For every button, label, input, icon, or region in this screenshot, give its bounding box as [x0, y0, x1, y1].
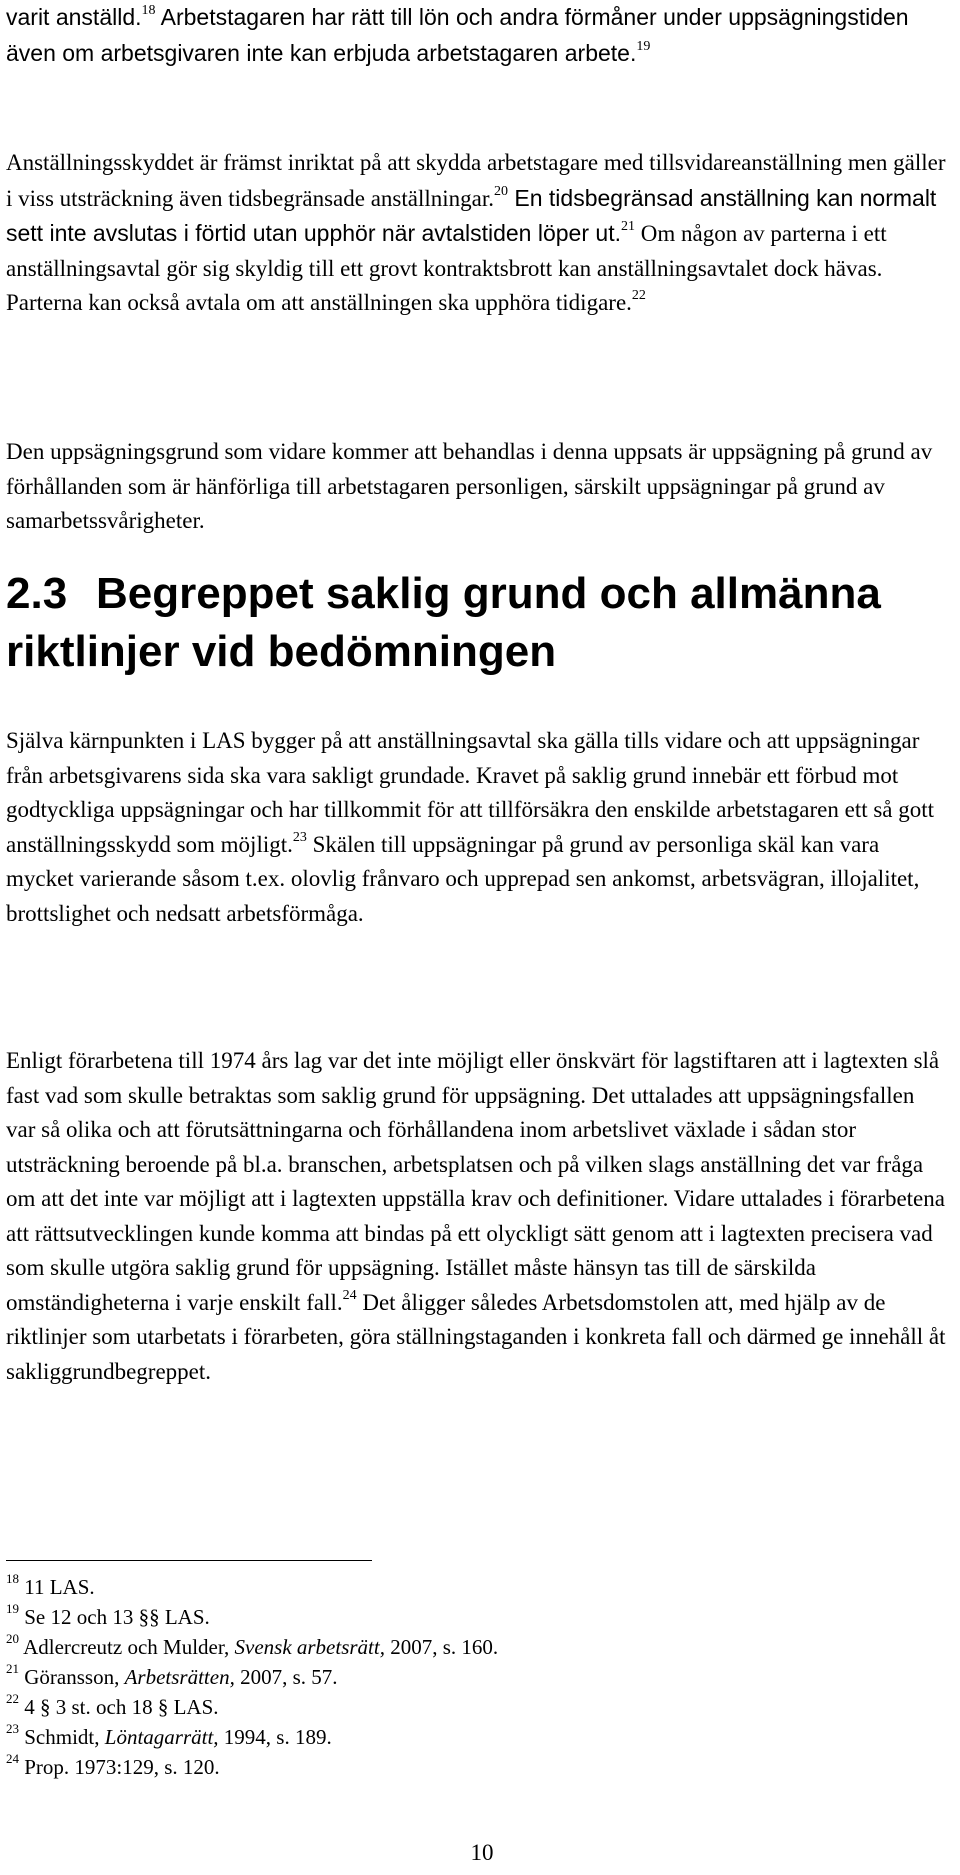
footnote-book-title: Arbetsrätten, — [124, 1665, 235, 1689]
paragraph-text: Arbetstagaren har rätt till lön och andra förmåner under uppsägningstiden även om arbetsgivaren inte kan erbjuda arbetstagaren arbete. — [6, 4, 909, 66]
paragraph-text: varit anställd. — [6, 4, 142, 30]
paragraph-dismissal-grounds: Den uppsägningsgrund som vidare kommer att behandlas i denna uppsats är uppsägning på grund av förhållanden som är hänförliga till arbetstagaren personligen, särskilt uppsägningar på grund av samarbetssvårigheter. — [6, 439, 933, 533]
footnote-book-title: Svensk arbetsrätt, — [234, 1635, 385, 1659]
footnote-number: 23 — [6, 1721, 19, 1736]
footnote-text: 2007, s. 57. — [234, 1665, 338, 1689]
footnotes — [6, 1572, 706, 1782]
footnote-ref-20[interactable]: 20 — [494, 183, 508, 199]
paragraph-text: Själva kärnpunkten i LAS bygger på att anställningsavtal ska gälla tills vidare och att uppsägningar från arbetsgivarens sida ska vara sakligt grundade. Kravet på saklig grund innebär ett förbud mot godtyckliga uppsägningar och har tillkommit för att tillförsäkra den enskilde arbetstagaren ett så gott anställningsskydd som möjligt. — [6, 728, 935, 857]
footnote-number: 20 — [6, 1631, 19, 1646]
paragraph-preparatory-works — [6, 1044, 946, 1389]
footnote-ref-19[interactable]: 19 — [636, 38, 651, 54]
paragraph-text: En tidsbegränsad anställning kan normalt sett inte avslutas i förtid utan upphör när avtalstiden löper ut. — [6, 184, 937, 246]
paragraph-employment-protection — [6, 146, 946, 321]
footnote-20 — [6, 1632, 706, 1662]
footnote-text: Prop. 1973:129, s. 120. — [24, 1755, 220, 1779]
footnote-24 — [6, 1752, 706, 1782]
footnote-number: 18 — [6, 1571, 19, 1586]
paragraph-employment-rights — [6, 0, 946, 71]
footnote-19 — [6, 1602, 706, 1632]
section-heading — [6, 565, 946, 681]
footnote-text: 1994, s. 189. — [218, 1725, 332, 1749]
footnote-number: 22 — [6, 1691, 19, 1706]
footnote-text: 4 § 3 st. och 18 § LAS. — [24, 1695, 219, 1719]
footnote-ref-18[interactable]: 18 — [141, 3, 156, 19]
footnote-book-title: Löntagarrätt, — [104, 1725, 219, 1749]
footnote-21 — [6, 1662, 706, 1692]
footnote-number: 21 — [6, 1661, 19, 1676]
footnote-ref-23[interactable]: 23 — [292, 829, 307, 845]
section-number: 2.3 — [6, 569, 68, 618]
paragraph-core-principle — [6, 724, 946, 931]
footnote-divider — [6, 1560, 372, 1561]
footnote-text: 2007, s. 160. — [384, 1635, 499, 1659]
footnote-number: 19 — [6, 1601, 19, 1616]
footnote-number: 24 — [6, 1751, 19, 1766]
footnote-text: 11 LAS. — [24, 1575, 95, 1599]
paragraph-text: Anställningsskyddet är främst inriktat på att skydda arbetstagare med tillsvidareanställning men gäller i viss utsträckning även tidsbegränsade anställningar. — [6, 150, 946, 211]
footnote-ref-24[interactable]: 24 — [342, 1287, 357, 1303]
footnote-ref-21[interactable]: 21 — [620, 219, 635, 235]
section-title: Begreppet saklig grund och allmänna riktlinjer vid bedömningen — [6, 569, 881, 676]
footnote-ref-22[interactable]: 22 — [631, 288, 646, 304]
page-number: 10 — [470, 1840, 494, 1865]
footnote-18 — [6, 1572, 706, 1602]
footnote-23 — [6, 1722, 706, 1752]
footnote-text: Adlercreutz och Mulder, — [23, 1635, 235, 1659]
footnote-text: Schmidt, — [24, 1725, 105, 1749]
paragraph-text: Enligt förarbetena till 1974 års lag var det inte möjligt eller önskvärt för lagstiftaren att i lagtexten slå fast vad som skulle betraktas som saklig grund för uppsägning. Det uttalades att uppsägningsfallen var så olika och att förutsättningarna och förhållandena inom arbetslivet växlade i sådan stor utsträckning beroende på bl.a. branschen, arbetsplatsen och på vilken slags anställning det var fråga om att det inte var möjligt att i lagtexten uppställa krav och definitioner. Vidare uttalades i förarbetena att rättsutvecklingen kunde komma att bindas på ett olyckligt sätt genom att i lagtexten precisera vad som skulle utgöra saklig grund för uppsägning. Istället måste hänsyn tas till de särskilda omständigheterna i varje enskilt fall. — [6, 1048, 945, 1315]
paragraph-text: Skälen till uppsägningar på grund av personliga skäl kan vara mycket varierande såsom t.ex. olovlig frånvaro och upprepad sen ankomst, arbetsvägran, illojalitet, brottslighet och nedsatt arbetsförmåga. — [6, 831, 920, 926]
footnote-text: Göransson, — [24, 1665, 125, 1689]
paragraph-text: Det åligger således Arbetsdomstolen att, med hjälp av de riktlinjer som utarbetats i förarbeten, göra ställningstaganden i konkreta fall och därmed ge innehåll åt sakliggrundbegreppet. — [6, 1289, 946, 1384]
paragraph-text: Om någon av parterna i ett anställningsavtal gör sig skyldig till ett grovt kontraktsbrott kan anställningsavtalet dock hävas. Parterna kan också avtala om att anställningen ska upphöra tidigare. — [6, 221, 887, 315]
footnote-text: Se 12 och 13 §§ LAS. — [24, 1605, 210, 1629]
footnote-22 — [6, 1692, 706, 1722]
